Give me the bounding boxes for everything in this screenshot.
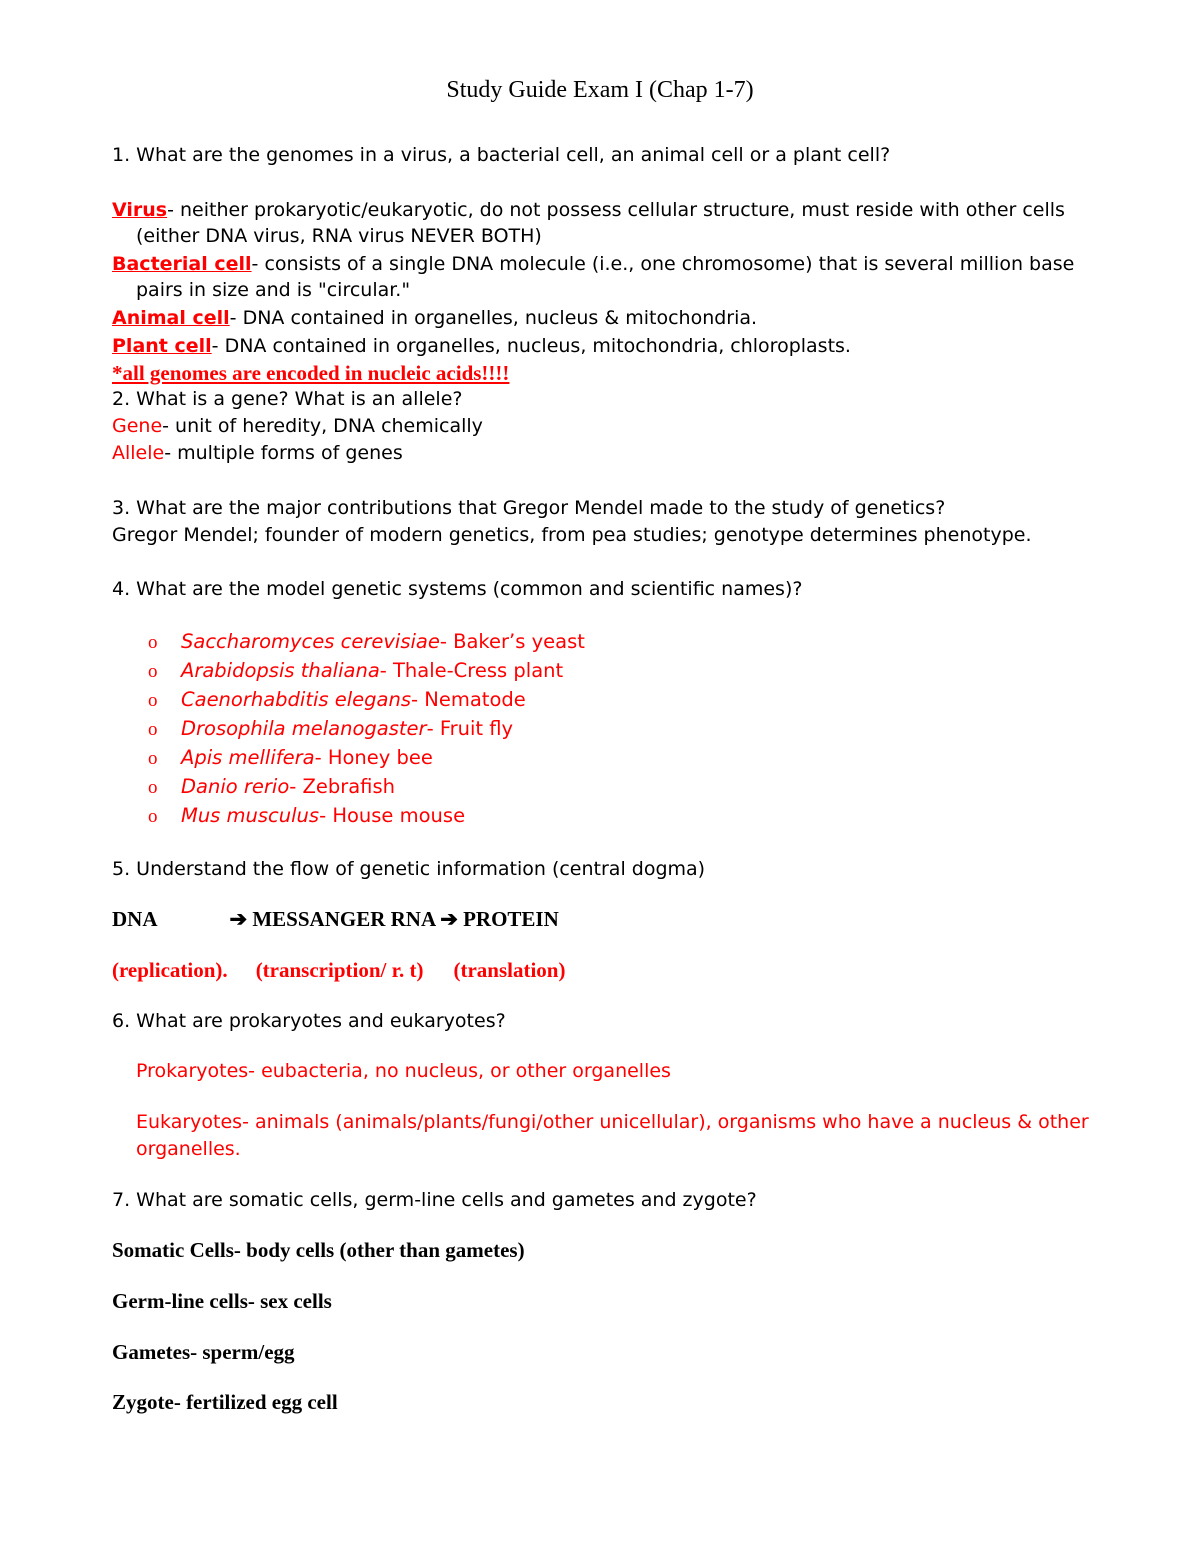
gene-answer	[112, 414, 483, 438]
question-6: 6. What are prokaryotes and eukaryotes?	[112, 1010, 506, 1032]
bullet-icon: o	[148, 806, 158, 827]
scientific-name: Caenorhabditis elegans	[181, 688, 412, 711]
arrow-right-icon: ➔	[229, 907, 248, 931]
virus-text: - neither prokaryotic/eukaryotic, do not possess cellular structure, must reside with other cells	[167, 199, 1065, 221]
list-item	[148, 746, 433, 771]
central-dogma-flow	[112, 907, 559, 931]
transcription-label: (transcription/ r. t)	[255, 958, 424, 982]
mrna-label: MESSANGER RNA	[252, 907, 435, 931]
bullet-icon: o	[148, 661, 158, 682]
scientific-name: Arabidopsis thaliana	[181, 659, 380, 682]
gametes-answer: Gametes- sperm/egg	[112, 1340, 295, 1364]
replication-label: (replication).	[112, 958, 228, 982]
common-name: - Thale-Cress plant	[379, 659, 564, 682]
list-item	[148, 775, 395, 800]
bacterial-answer	[112, 252, 1074, 276]
scientific-name: Mus musculus	[181, 804, 320, 827]
allele-answer	[112, 441, 403, 465]
plant-text: - DNA contained in organelles, nucleus, mitochondria, chloroplasts.	[211, 335, 851, 357]
zygote-answer: Zygote- fertilized egg cell	[112, 1390, 338, 1414]
arrow-right-icon: ➔	[440, 907, 458, 931]
scientific-name: Danio rerio	[181, 775, 290, 798]
common-name: - Zebrafish	[289, 775, 395, 798]
virus-text-cont: (either DNA virus, RNA virus NEVER BOTH)	[136, 225, 542, 247]
bullet-icon: o	[148, 632, 158, 653]
dna-label: DNA	[112, 907, 158, 931]
virus-answer	[112, 198, 1065, 222]
bacterial-text-cont: pairs in size and is "circular."	[136, 279, 411, 301]
bacterial-term: Bacterial cell	[112, 253, 252, 275]
central-dogma-processes	[112, 958, 565, 982]
common-name: - Honey bee	[314, 746, 433, 769]
question-3: 3. What are the major contributions that Gregor Mendel made to the study of genetics?	[112, 497, 946, 519]
list-item	[148, 688, 526, 713]
scientific-name: Apis mellifera	[181, 746, 315, 769]
germline-answer: Germ-line cells- sex cells	[112, 1289, 332, 1313]
scientific-name: Saccharomyces cerevisiae	[181, 630, 440, 653]
eukaryotes-answer-cont: organelles.	[136, 1138, 241, 1160]
eukaryotes-answer: Eukaryotes- animals (animals/plants/fungi/other unicellular), organisms who have a nucleus & other	[136, 1111, 1089, 1133]
common-name: - Fruit fly	[426, 717, 514, 740]
bullet-icon: o	[148, 719, 158, 740]
bullet-icon: o	[148, 777, 158, 798]
bullet-icon: o	[148, 748, 158, 769]
gene-term: Gene	[112, 415, 163, 437]
translation-label: (translation)	[453, 958, 566, 982]
somatic-answer: Somatic Cells- body cells (other than gametes)	[112, 1238, 525, 1262]
common-name: - House mouse	[319, 804, 466, 827]
animal-term: Animal cell	[112, 307, 230, 329]
list-item	[148, 659, 563, 684]
allele-term: Allele	[112, 442, 165, 464]
list-item	[148, 717, 513, 742]
page-title: Study Guide Exam I (Chap 1-7)	[446, 77, 754, 103]
plant-term: Plant cell	[112, 335, 212, 357]
list-item	[148, 630, 585, 655]
gene-text: - unit of heredity, DNA chemically	[162, 415, 483, 437]
genome-note: *all genomes are encoded in nucleic acids!!!!	[112, 361, 510, 385]
bullet-icon: o	[148, 690, 158, 711]
list-item	[148, 804, 465, 829]
plant-answer	[112, 334, 851, 358]
scientific-name: Drosophila melanogaster	[181, 717, 427, 740]
mendel-answer: Gregor Mendel; founder of modern genetics, from pea studies; genotype determines phenotype.	[112, 524, 1032, 546]
question-2: 2. What is a gene? What is an allele?	[112, 388, 463, 410]
virus-term: Virus	[112, 199, 168, 221]
bacterial-text: - consists of a single DNA molecule (i.e., one chromosome) that is several million base	[251, 253, 1075, 275]
protein-label: PROTEIN	[463, 907, 559, 931]
question-7: 7. What are somatic cells, germ-line cells and gametes and zygote?	[112, 1189, 757, 1211]
common-name: - Nematode	[411, 688, 526, 711]
question-4: 4. What are the model genetic systems (common and scientific names)?	[112, 578, 803, 600]
animal-text: - DNA contained in organelles, nucleus & mitochondria.	[229, 307, 758, 329]
question-5: 5. Understand the flow of genetic information (central dogma)	[112, 858, 706, 880]
prokaryotes-answer: Prokaryotes- eubacteria, no nucleus, or other organelles	[136, 1060, 671, 1082]
animal-answer	[112, 306, 757, 330]
common-name: - Baker’s yeast	[439, 630, 585, 653]
allele-text: - multiple forms of genes	[164, 442, 403, 464]
question-1: 1. What are the genomes in a virus, a bacterial cell, an animal cell or a plant cell?	[112, 144, 891, 166]
